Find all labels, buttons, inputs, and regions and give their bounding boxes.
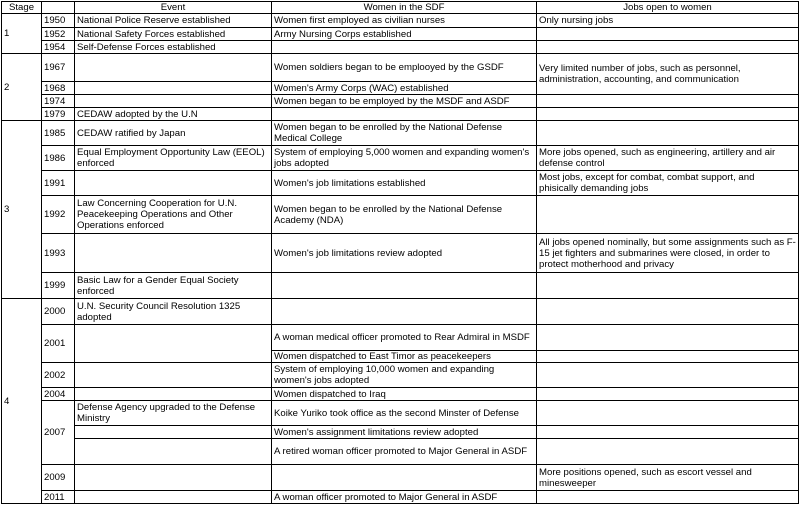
event-cell (75, 171, 272, 196)
event-cell (75, 325, 272, 363)
jobs-cell (537, 491, 799, 504)
jobs-cell (537, 28, 799, 41)
jobs-cell (537, 439, 799, 465)
year-cell: 2001 (42, 325, 75, 363)
table-row (2, 426, 799, 439)
women-cell: Women dispatched to East Timor as peacekeepers (272, 351, 537, 363)
header-row (2, 2, 799, 14)
event-cell: CEDAW adopted by the U.N (75, 108, 272, 121)
year-cell: 1952 (42, 28, 75, 41)
event-cell (75, 426, 272, 439)
timeline-table (1, 1, 799, 504)
table-row (2, 41, 799, 54)
table-row (2, 171, 799, 196)
event-cell (75, 465, 272, 491)
stage-cell: 1 (2, 14, 42, 54)
table-row (2, 108, 799, 121)
jobs-cell (537, 401, 799, 426)
table-row (2, 121, 799, 146)
event-cell (75, 439, 272, 465)
header-event: Event (75, 2, 272, 14)
jobs-cell (537, 95, 799, 108)
jobs-cell (537, 388, 799, 401)
women-cell (272, 299, 537, 325)
table-header (2, 2, 799, 14)
stage-cell: 4 (2, 299, 42, 504)
year-cell: 1968 (42, 82, 75, 95)
jobs-cell (537, 41, 799, 54)
jobs-cell (537, 108, 799, 121)
year-cell: 1986 (42, 146, 75, 171)
table-row (2, 234, 799, 273)
jobs-cell (537, 121, 799, 146)
table-row (2, 95, 799, 108)
event-cell (75, 234, 272, 273)
event-cell (75, 363, 272, 388)
year-cell: 2000 (42, 299, 75, 325)
table-row (2, 54, 799, 82)
year-cell: 2004 (42, 388, 75, 401)
jobs-cell: More positions opened, such as escort vessel and minesweeper (537, 465, 799, 491)
women-cell: A woman officer promoted to Major General in ASDF (272, 491, 537, 504)
jobs-cell: All jobs opened nominally, but some assignments such as F-15 jet fighters and submarines were closed, in order to protect motherhood and privacy (537, 234, 799, 273)
year-cell: 1979 (42, 108, 75, 121)
year-cell: 2002 (42, 363, 75, 388)
women-cell: A retired woman officer promoted to Major General in ASDF (272, 439, 537, 465)
event-cell (75, 95, 272, 108)
year-cell: 1992 (42, 196, 75, 234)
jobs-cell (537, 273, 799, 299)
women-cell (272, 465, 537, 491)
women-cell: Women began to be enrolled by the National Defense Medical College (272, 121, 537, 146)
women-cell: Women's job limitations established (272, 171, 537, 196)
event-cell (75, 82, 272, 95)
year-cell: 2009 (42, 465, 75, 491)
year-cell: 1991 (42, 171, 75, 196)
event-cell: Equal Employment Opportunity Law (EEOL) enforced (75, 146, 272, 171)
table-row (2, 388, 799, 401)
women-cell: Women first employed as civilian nurses (272, 14, 537, 28)
women-cell: Women's assignment limitations review adopted (272, 426, 537, 439)
jobs-cell: Very limited number of jobs, such as personnel, administration, accounting, and communication (537, 54, 799, 95)
stage-cell: 3 (2, 121, 42, 299)
women-cell: Women's Army Corps (WAC) established (272, 82, 537, 95)
year-cell: 2011 (42, 491, 75, 504)
jobs-cell (537, 351, 799, 363)
jobs-cell (537, 363, 799, 388)
women-cell: System of employing 10,000 women and expanding women's jobs adopted (272, 363, 537, 388)
stage-cell: 2 (2, 54, 42, 121)
header-women: Women in the SDF (272, 2, 537, 14)
table-row (2, 363, 799, 388)
table-body (2, 14, 799, 504)
table-row (2, 146, 799, 171)
women-cell: Women's job limitations review adopted (272, 234, 537, 273)
women-cell: System of employing 5,000 women and expanding women's jobs adopted (272, 146, 537, 171)
jobs-cell (537, 299, 799, 325)
table-row (2, 465, 799, 491)
year-cell: 1950 (42, 14, 75, 28)
women-cell: Women dispatched to Iraq (272, 388, 537, 401)
jobs-cell (537, 196, 799, 234)
table-row (2, 14, 799, 28)
year-cell: 1954 (42, 41, 75, 54)
table-row (2, 299, 799, 325)
event-cell: Defense Agency upgraded to the Defense Ministry (75, 401, 272, 426)
table-row (2, 28, 799, 41)
event-cell: National Safety Forces established (75, 28, 272, 41)
women-cell: Women began to be enrolled by the National Defense Academy (NDA) (272, 196, 537, 234)
event-cell: National Police Reserve established (75, 14, 272, 28)
table-row (2, 439, 799, 465)
header-stage: Stage (2, 2, 42, 14)
women-cell: Women soldiers began to be emplooyed by the GSDF (272, 54, 537, 82)
year-cell: 1985 (42, 121, 75, 146)
event-cell: Law Concerning Cooperation for U.N. Peacekeeping Operations and Other Operations enforced (75, 196, 272, 234)
table-row (2, 196, 799, 234)
event-cell: Basic Law for a Gender Equal Society enforced (75, 273, 272, 299)
women-cell: Women began to be employed by the MSDF and ASDF (272, 95, 537, 108)
women-cell (272, 41, 537, 54)
event-cell: U.N. Security Council Resolution 1325 adopted (75, 299, 272, 325)
jobs-cell (537, 426, 799, 439)
header-year (42, 2, 75, 14)
table-row (2, 491, 799, 504)
jobs-cell: Most jobs, except for combat, combat support, and phisically demanding jobs (537, 171, 799, 196)
event-cell: CEDAW ratified by Japan (75, 121, 272, 146)
table-row (2, 401, 799, 426)
women-cell: Army Nursing Corps established (272, 28, 537, 41)
event-cell (75, 54, 272, 82)
women-cell: A woman medical officer promoted to Rear Admiral in MSDF (272, 325, 537, 351)
year-cell: 1974 (42, 95, 75, 108)
event-cell (75, 491, 272, 504)
year-cell: 1999 (42, 273, 75, 299)
year-cell: 1967 (42, 54, 75, 82)
jobs-cell (537, 325, 799, 351)
jobs-cell: More jobs opened, such as engineering, artillery and air defense control (537, 146, 799, 171)
women-cell (272, 273, 537, 299)
event-cell: Self-Defense Forces established (75, 41, 272, 54)
table-row (2, 325, 799, 351)
table-row (2, 273, 799, 299)
header-jobs: Jobs open to women (537, 2, 799, 14)
women-cell: Koike Yuriko took office as the second Minster of Defense (272, 401, 537, 426)
women-cell (272, 108, 537, 121)
event-cell (75, 388, 272, 401)
year-cell: 2007 (42, 401, 75, 465)
year-cell: 1993 (42, 234, 75, 273)
jobs-cell: Only nursing jobs (537, 14, 799, 28)
